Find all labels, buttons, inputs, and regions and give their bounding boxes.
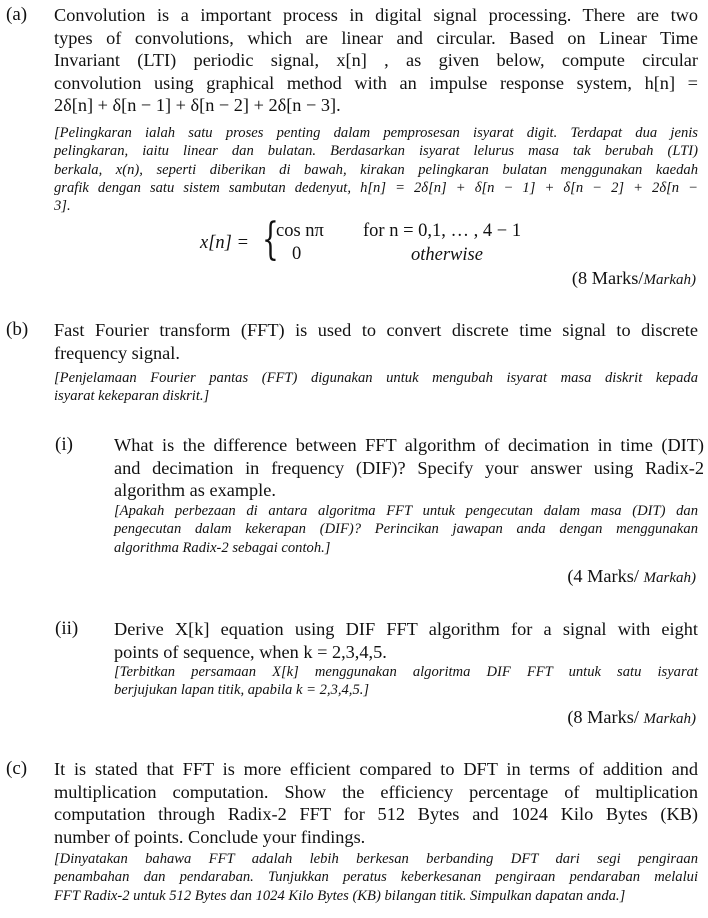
part-a-en-line: 2δ[n] + δ[n − 1] + δ[n − 2] + 2δ[n − 3]. xyxy=(54,95,341,115)
part-a-en-line: types of convolutions, which are linear and circular. Based on Linear Time xyxy=(54,27,698,48)
part-b-ii-label: (ii) xyxy=(55,618,79,639)
part-b-i-marks-en: (4 Marks/ xyxy=(567,566,644,586)
part-b-ii-my-line: berjujukan lapan titik, apabila k = 2,3,4,5.] xyxy=(114,682,370,699)
part-b-en-line: frequency signal. xyxy=(54,342,180,363)
part-a-question-my xyxy=(54,124,698,215)
part-b-ii-marks-en: (8 Marks/ xyxy=(567,707,644,727)
part-a-label: (a) xyxy=(6,4,28,25)
part-b-i-marks xyxy=(567,566,696,587)
part-b-i-my-line: pengecutan dalam kekerapan (DIF)? Perincikan jawapan anda dengan menggunakan xyxy=(114,521,698,538)
part-a-my-line: berkala, x(n), seperti diberikan di bawah, kirakan pelingkaran bulatan menggunakan kaedah xyxy=(54,161,698,178)
part-b-i-label: (i) xyxy=(55,434,73,455)
part-b-i-en-line: and decimation in frequency (DIF)? Specify your answer using Radix-2 xyxy=(114,457,704,478)
part-b-ii-en-line: points of sequence, when k = 2,3,4,5. xyxy=(114,641,387,662)
formula-case-1: cos nπ xyxy=(276,221,324,241)
part-a-en-line: Invariant (LTI) periodic signal, x[n] , as given below, compute circular xyxy=(54,50,698,70)
part-a-en-line: convolution using graphical method with an impulse response system, h[n] = xyxy=(54,72,698,93)
part-b-i-en-line: What is the difference between FFT algorithm of decimation in time (DIT) xyxy=(114,435,704,455)
part-c-my-line: [Dinyatakan bahawa FFT adalah lebih berkesan berbanding DFT dari segi pengiraan xyxy=(54,851,698,867)
part-a-my-line: [Pelingkaran ialah satu proses penting dalam pemprosesan isyarat digit. Terdapat dua jenis xyxy=(54,125,698,141)
part-b-ii-question-en xyxy=(114,618,698,663)
part-c-question-my xyxy=(54,850,698,905)
part-b-label: (b) xyxy=(6,319,29,340)
part-b-i-question-en xyxy=(114,434,704,502)
part-c-label: (c) xyxy=(6,758,28,779)
part-c-en-line: multiplication computation. Show the efficiency percentage of multiplication xyxy=(54,781,698,802)
part-b-i-my-line: [Apakah perbezaan di antara algoritma FFT untuk pengecutan dalam masa (DIT) dan xyxy=(114,503,698,519)
part-a-question-en xyxy=(54,4,698,117)
part-b-ii-marks xyxy=(567,707,696,728)
part-c-my-line: penambahan dan pendaraban. Tunjukkan peratus keberkesanan pengiraan pendaraban melalui xyxy=(54,869,698,886)
part-a-my-line: pelingkaran, iaitu linear dan bulatan. Berdasarkan isyarat lelurus masa tak berubah (LTI) xyxy=(54,143,698,160)
part-c-question-en xyxy=(54,758,698,848)
part-b-ii-marks-my: Markah) xyxy=(643,711,696,727)
part-b-i-question-my xyxy=(114,502,698,557)
formula-case-2-condition: otherwise xyxy=(411,245,483,265)
formula-brace: { xyxy=(262,214,279,265)
part-a-en-line: Convolution is a important process in digital signal processing. There are two xyxy=(54,5,698,25)
part-b-question-en xyxy=(54,319,698,364)
part-a-my-line: grafik dengan satu sistem sambutan dedenyut, h[n] = 2δ[n] + δ[n − 1] + δ[n − 2] + 2δ[n − xyxy=(54,179,698,196)
part-b-ii-en-line: Derive X[k] equation using DIF FFT algorithm for a signal with eight xyxy=(114,619,698,639)
part-b-ii-question-my xyxy=(114,663,698,700)
part-b-ii-my-line: [Terbitkan persamaan X[k] menggunakan algoritma DIF FFT untuk satu isyarat xyxy=(114,664,698,680)
formula-lhs: x[n] = xyxy=(200,233,249,253)
part-b-i-my-line: algorithma Radix-2 sebagai contoh.] xyxy=(114,539,331,556)
part-b-my-line: isyarat kekeparan diskrit.] xyxy=(54,388,210,405)
part-b-en-line: Fast Fourier transform (FFT) is used to convert discrete time signal to discrete xyxy=(54,320,698,340)
part-c-my-line: FFT Radix-2 untuk 512 Bytes dan 1024 Kilo Bytes (KB) bilangan titik. Simpulkan dapatan anda.] xyxy=(54,887,626,904)
part-c-en-line: computation through Radix-2 FFT for 512 Bytes and 1024 Kilo Bytes (KB) xyxy=(54,804,698,824)
part-a-marks xyxy=(572,268,696,289)
part-a-marks-en: (8 Marks/ xyxy=(571,268,644,288)
part-c-en-line: It is stated that FFT is more efficient compared to DFT in terms of addition and xyxy=(54,759,698,779)
formula-case-2: 0 xyxy=(292,244,302,264)
part-b-question-my xyxy=(54,369,698,406)
part-b-i-en-line: algorithm as example. xyxy=(114,480,276,500)
part-c-en-line: number of points. Conclude your findings. xyxy=(54,826,366,847)
formula-case-1-condition: for n = 0,1, … , 4 − 1 xyxy=(363,221,522,241)
part-a-my-line: 3]. xyxy=(54,198,71,215)
part-b-my-line: [Penjelamaan Fourier pantas (FFT) digunakan untuk mengubah isyarat masa diskrit kepada xyxy=(54,370,698,386)
part-a-marks-my: Markah) xyxy=(643,272,696,288)
part-b-i-marks-my: Markah) xyxy=(643,570,696,586)
